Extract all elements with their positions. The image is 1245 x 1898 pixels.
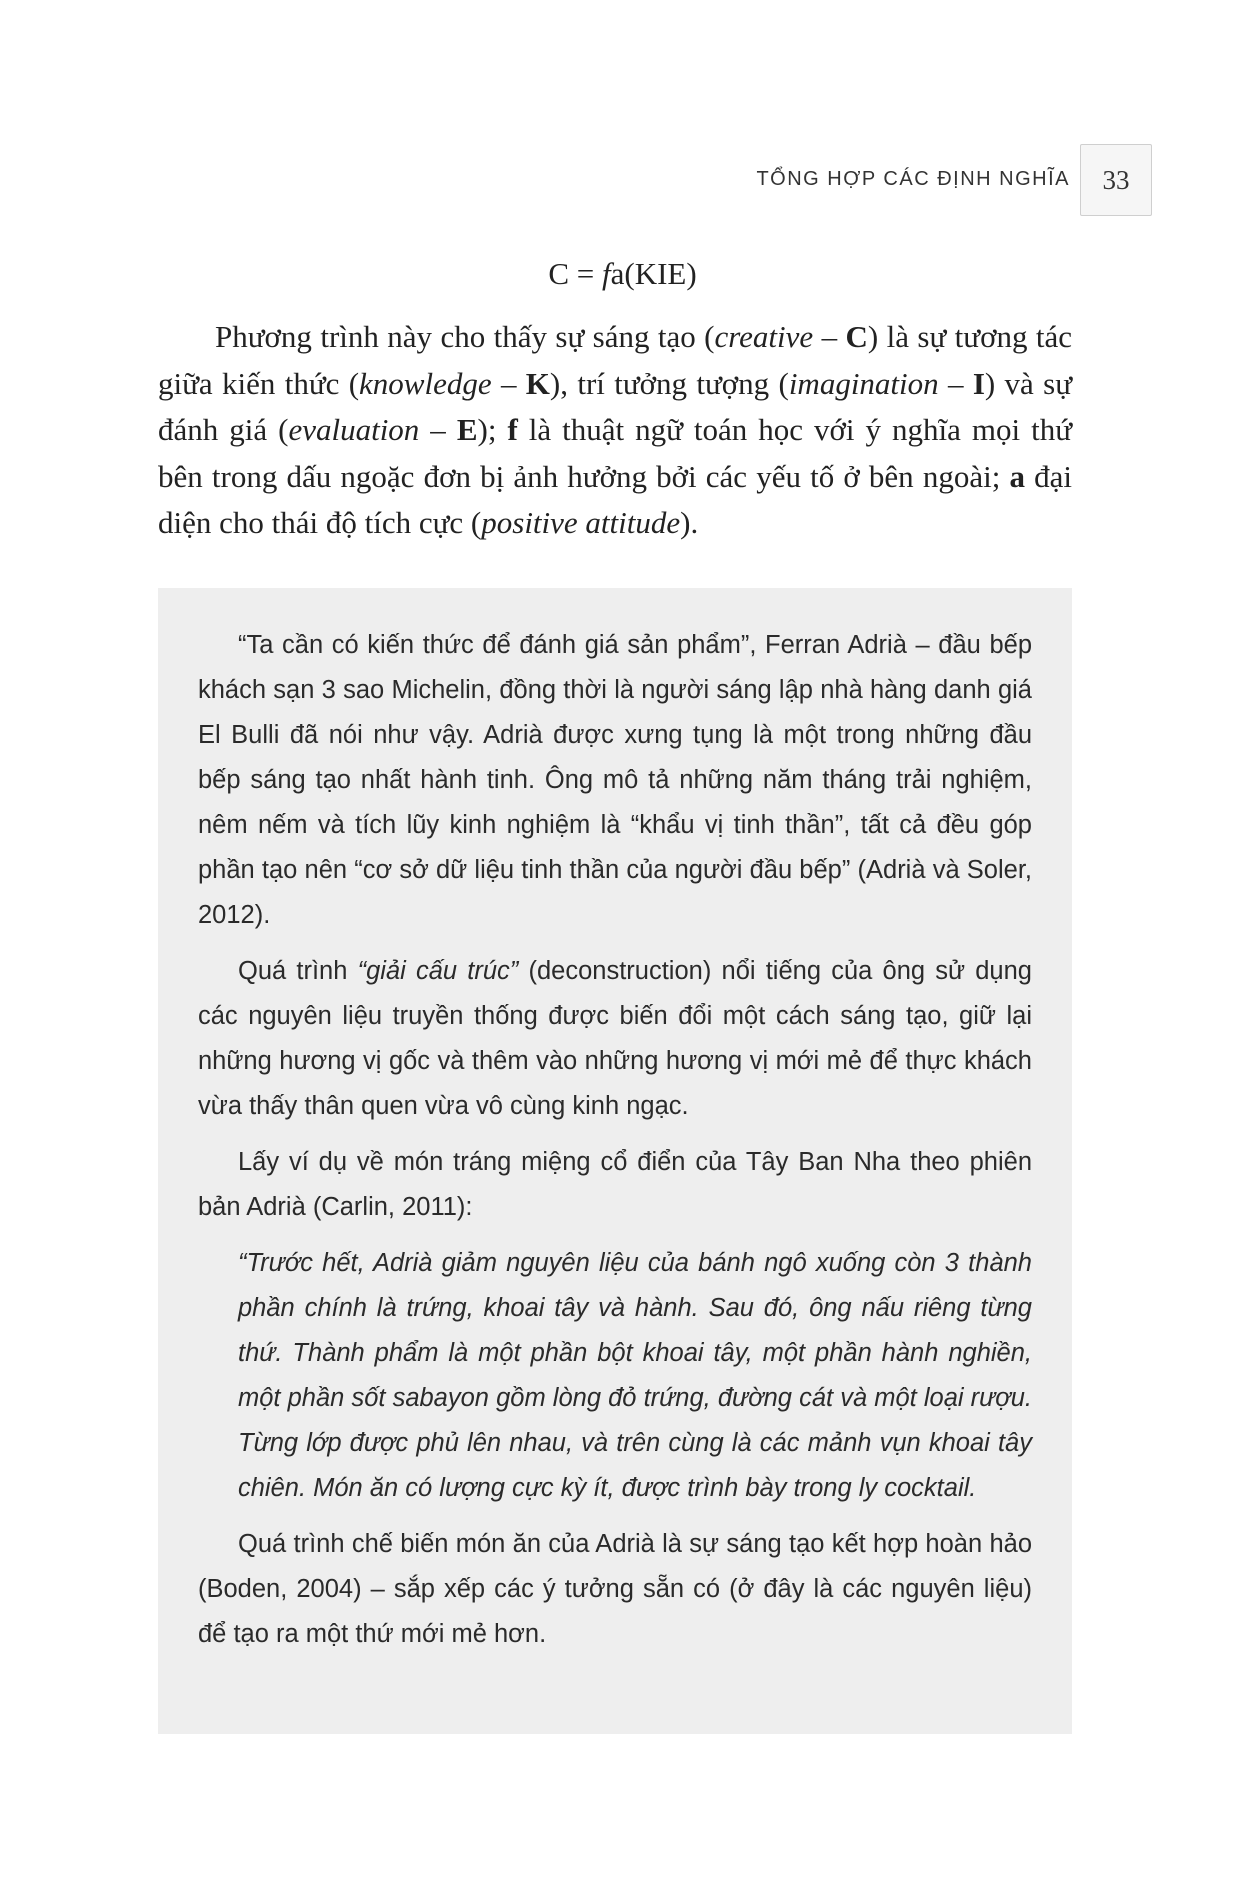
text-run: – bbox=[938, 365, 973, 401]
formula-suffix: a(KIE) bbox=[610, 256, 697, 291]
term-evaluation: evaluation bbox=[288, 412, 420, 447]
text-run: ), trí tưởng tượng ( bbox=[549, 365, 789, 401]
box-paragraph-4: Quá trình chế biến món ăn của Adrià là sự sáng tạo kết hợp hoàn hảo (Boden, 2004) – sắp xếp các ý tưởng sẵn có (ở đây là các nguyên liệu) để tạo ra một thứ mới mẻ hơn. bbox=[198, 1530, 1032, 1648]
formula-f: f bbox=[601, 256, 611, 291]
text-run: – bbox=[419, 412, 457, 447]
sidebar-box bbox=[158, 588, 1072, 1734]
text-run: ); bbox=[477, 412, 508, 447]
symbol-i: I bbox=[972, 365, 985, 401]
text-run: – bbox=[813, 319, 846, 354]
page-number: 33 bbox=[1102, 164, 1130, 195]
running-header: TỔNG HỢP CÁC ĐỊNH NGHĨA bbox=[756, 168, 1070, 190]
symbol-c: C bbox=[845, 319, 868, 354]
text-run: Quá trình bbox=[238, 957, 358, 985]
term-creative: creative bbox=[714, 319, 814, 354]
term-imagination: imagination bbox=[788, 365, 939, 401]
page-number-box bbox=[1080, 144, 1152, 216]
box-paragraph-2 bbox=[198, 949, 1032, 1129]
text-run: – bbox=[491, 365, 526, 401]
formula-prefix: C = bbox=[548, 256, 602, 291]
box-paragraph-1: “Ta cần có kiến thức để đánh giá sản phẩm”, Ferran Adrià – đầu bếp khách sạn 3 sao Michelin, đồng thời là người sáng lập nhà hàng danh giá El Bulli đã nói như vậy. Adrià được xưng tụng là một trong những đầu bếp sáng tạo nhất hành tinh. Ông mô tả những năm tháng trải nghiệm, nêm nếm và tích lũy kinh nghiệm là “khẩu vị tinh thần”, tất cả đều góp phần tạo nên “cơ sở dữ liệu tinh thần của người đầu bếp” (Adrià và Soler, 2012). bbox=[198, 631, 1032, 929]
text-run: là thuật ngữ toán học với ý nghĩa mọi thứ bên trong dấu ngoặc đơn bị ảnh hưởng bởi các yếu tố ở bên ngoài; bbox=[158, 412, 1073, 494]
sidebar-content bbox=[198, 623, 1032, 1668]
formula bbox=[0, 256, 1245, 292]
box-paragraph-3: Lấy ví dụ về món tráng miệng cổ điển của Tây Ban Nha theo phiên bản Adrià (Carlin, 2011): bbox=[198, 1148, 1032, 1221]
text-run: Phương trình này cho thấy sự sáng tạo ( bbox=[215, 319, 715, 354]
symbol-e: E bbox=[456, 412, 478, 447]
text-run: ). bbox=[680, 505, 699, 540]
text-run: ) là sự tương tác giữa kiến thức ( bbox=[158, 319, 1073, 401]
symbol-k: K bbox=[525, 365, 550, 401]
term-deconstruction: “giải cấu trúc” bbox=[357, 957, 519, 985]
symbol-a: a bbox=[1009, 458, 1025, 494]
term-positive-attitude: positive attitude bbox=[481, 505, 681, 540]
term-knowledge: knowledge bbox=[359, 365, 492, 401]
text-run: đại diện cho thái độ tích cực ( bbox=[158, 458, 1072, 540]
symbol-f: f bbox=[507, 412, 518, 447]
main-paragraph bbox=[158, 314, 1072, 547]
text-run: (deconstruction) nổi tiếng của ông sử dụng các nguyên liệu truyền thống được biến đổi một cách sáng tạo, giữ lại những hương vị gốc và thêm vào những hương vị mới mẻ để thực khách vừa thấy thân quen vừa vô cùng kinh ngạc. bbox=[198, 957, 1032, 1120]
text-run: ) và sự đánh giá ( bbox=[158, 365, 1073, 447]
box-quote: “Trước hết, Adrià giảm nguyên liệu của bánh ngô xuống còn 3 thành phần chính là trứng, khoai tây và hành. Sau đó, ông nấu riêng từng thứ. Thành phẩm là một phần bột khoai tây, một phần hành nghiền, một phần sốt sabayon gồm lòng đỏ trứng, đường cát và một loại rượu. Từng lớp được phủ lên nhau, và trên cùng là các mảnh vụn khoai tây chiên. Món ăn có lượng cực kỳ ít, được trình bày trong ly cocktail. bbox=[238, 1249, 1032, 1502]
